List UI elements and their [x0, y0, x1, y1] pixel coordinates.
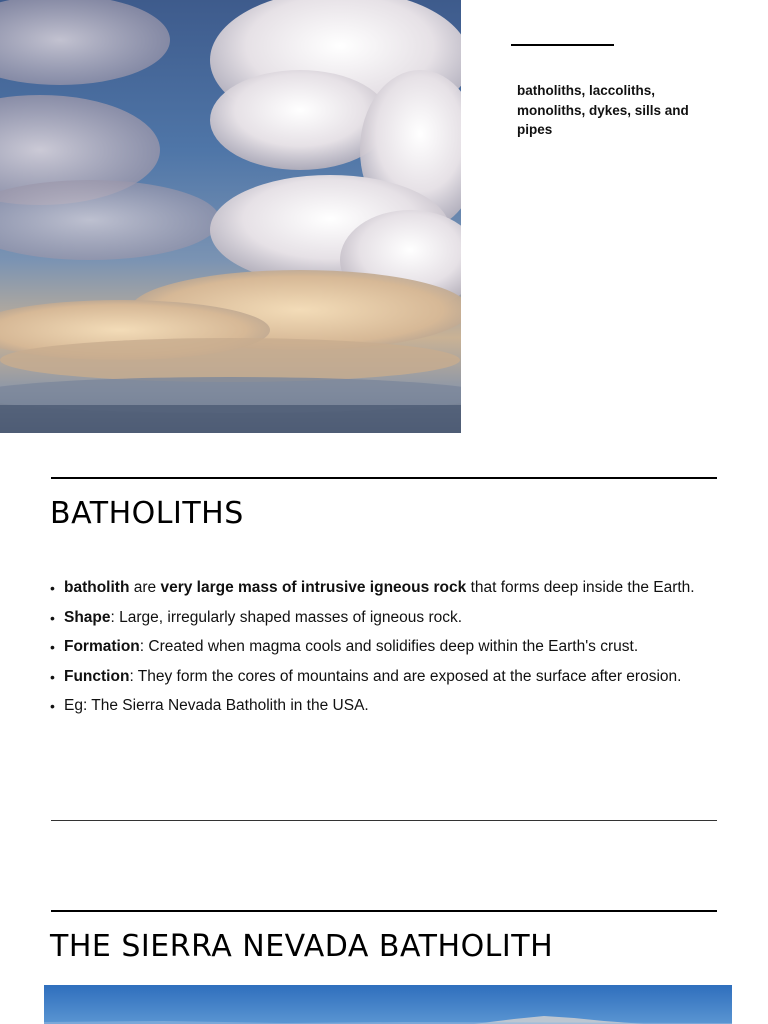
bullet-text: are — [129, 579, 161, 596]
bullet-text: that forms deep inside the Earth. — [466, 579, 695, 596]
bullet-bold-text: batholith — [64, 579, 130, 596]
bullet-item — [50, 696, 720, 716]
section-divider — [51, 477, 717, 479]
bullet-text: : Created when magma cools and solidifies deep within the Earth's crust. — [139, 638, 639, 655]
bullet-text: Eg: The Sierra Nevada Batholith in the USA. — [64, 697, 369, 714]
bullet-item — [50, 667, 720, 687]
bullet-item — [50, 637, 720, 657]
bullet-bold-text: very large mass of intrusive igneous rock — [160, 579, 467, 596]
bullet-text: : They form the cores of mountains and are exposed at the surface after erosion. — [129, 667, 682, 685]
section-divider — [51, 910, 717, 912]
bullet-text: : Large, irregularly shaped masses of igneous rock. — [110, 608, 463, 626]
section-divider — [51, 820, 717, 821]
sierra-nevada-image — [44, 985, 732, 1024]
bullet-item — [50, 608, 720, 628]
bullet-item — [50, 578, 720, 598]
document-subtitle: batholiths, laccoliths, monoliths, dykes, sills and pipes — [517, 83, 689, 137]
bullet-bold-text: Function — [64, 667, 130, 685]
bullet-bold-text: Formation — [64, 638, 140, 655]
batholith-bullet-list — [50, 578, 720, 726]
cloudy-sky-image — [0, 0, 461, 433]
accent-rule — [511, 44, 614, 46]
bullet-bold-text: Shape — [64, 608, 111, 626]
section-heading-sierra-nevada: THE SIERRA NEVADA BATHOLITH — [50, 929, 554, 964]
section-heading-batholiths: BATHOLITHS — [50, 496, 244, 531]
